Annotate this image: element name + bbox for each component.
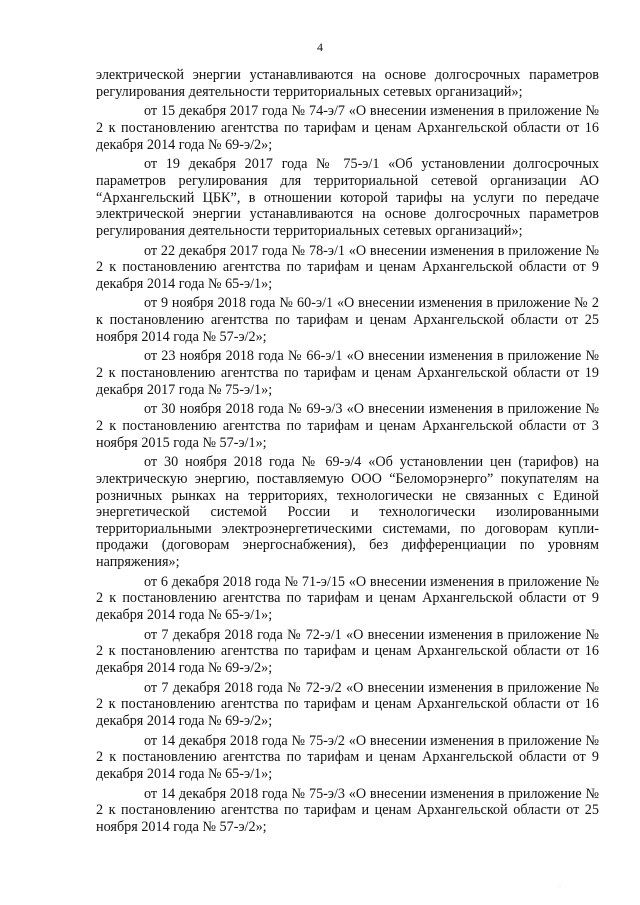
paragraph-resolution: от 7 декабря 2018 года № 72-э/1 «О внесении изменения в приложение № 2 к постановлению агентства по тарифам и ценам Архангельской области от 16 декабря 2014 года № 69-э/2»; bbox=[96, 626, 599, 676]
paragraph-resolution: от 14 декабря 2018 года № 75-э/2 «О внесении изменения в приложение № 2 к постановлению агентства по тарифам и ценам Архангельской области от 9 декабря 2014 года № 65-э/1»; bbox=[96, 732, 599, 782]
paragraph-resolution: от 14 декабря 2018 года № 75-э/3 «О внесении изменения в приложение № 2 к постановлению агентства по тарифам и ценам Архангельской области от 25 ноября 2014 года № 57-э/2»; bbox=[96, 785, 599, 835]
paragraph-resolution: от 19 декабря 2017 года № 75-э/1 «Об установлении долгосрочных параметров регулирования для территориальной сетевой организации АО “Архангельский ЦБК”, в отношении которой тарифы на услуги по передаче электрической энергии устанавливаются на основе долгосрочных параметров регулирования деятельности территориальных сетевых организаций»; bbox=[96, 156, 599, 239]
paragraph-resolution: от 23 ноября 2018 года № 66-э/1 «О внесении изменения в приложение № 2 к постановлению агентства по тарифам и ценам Архангельской области от 19 декабря 2017 года № 75-э/1»; bbox=[96, 348, 599, 398]
document-body bbox=[96, 67, 599, 839]
paragraph-resolution: от 7 декабря 2018 года № 72-э/2 «О внесении изменения в приложение № 2 к постановлению агентства по тарифам и ценам Архангельской области от 16 декабря 2014 года № 69-э/2»; bbox=[96, 679, 599, 729]
paragraph-continuation: электрической энергии устанавливаются на основе долгосрочных параметров регулирования деятельности территориальных сетевых организаций»; bbox=[96, 67, 599, 100]
paragraph-resolution: от 22 декабря 2017 года № 78-э/1 «О внесении изменения в приложение № 2 к постановлению агентства по тарифам и ценам Архангельской области от 9 декабря 2014 года № 65-э/1»; bbox=[96, 242, 599, 292]
paragraph-resolution: от 9 ноября 2018 года № 60-э/1 «О внесении изменения в приложение № 2 к постановлению агентства по тарифам и ценам Архангельской области от 25 ноября 2014 года № 57-э/2»; bbox=[96, 295, 599, 345]
paragraph-resolution: от 6 декабря 2018 года № 71-э/15 «О внесении изменения в приложение № 2 к постановлению агентства по тарифам и ценам Архангельской области от 9 декабря 2014 года № 65-э/1»; bbox=[96, 573, 599, 623]
page-number: 4 bbox=[317, 40, 323, 54]
scan-speck-mark: · bbox=[559, 884, 561, 890]
paragraph-resolution: от 15 декабря 2017 года № 74-э/7 «О внесении изменения в приложение № 2 к постановлению агентства по тарифам и ценам Архангельской области от 16 декабря 2014 года № 69-э/2»; bbox=[96, 103, 599, 153]
paragraph-resolution: от 30 ноября 2018 года № 69-э/3 «О внесении изменения в приложение № 2 к постановлению агентства по тарифам и ценам Архангельской области от 3 ноября 2015 года № 57-э/1»; bbox=[96, 401, 599, 451]
paragraph-resolution: от 30 ноября 2018 года № 69-э/4 «Об установлении цен (тарифов) на электрическую энергию, поставляемую ООО “Беломорэнерго” покупателям на розничных рынках на территориях, технологически не связанных с Единой энергетической системой России и технологически изолированными территориальными электроэнергетическими системами, по договорам купли-продажи (договорам энергоснабжения), без дифференциации по уровням напряжения»; bbox=[96, 454, 599, 570]
